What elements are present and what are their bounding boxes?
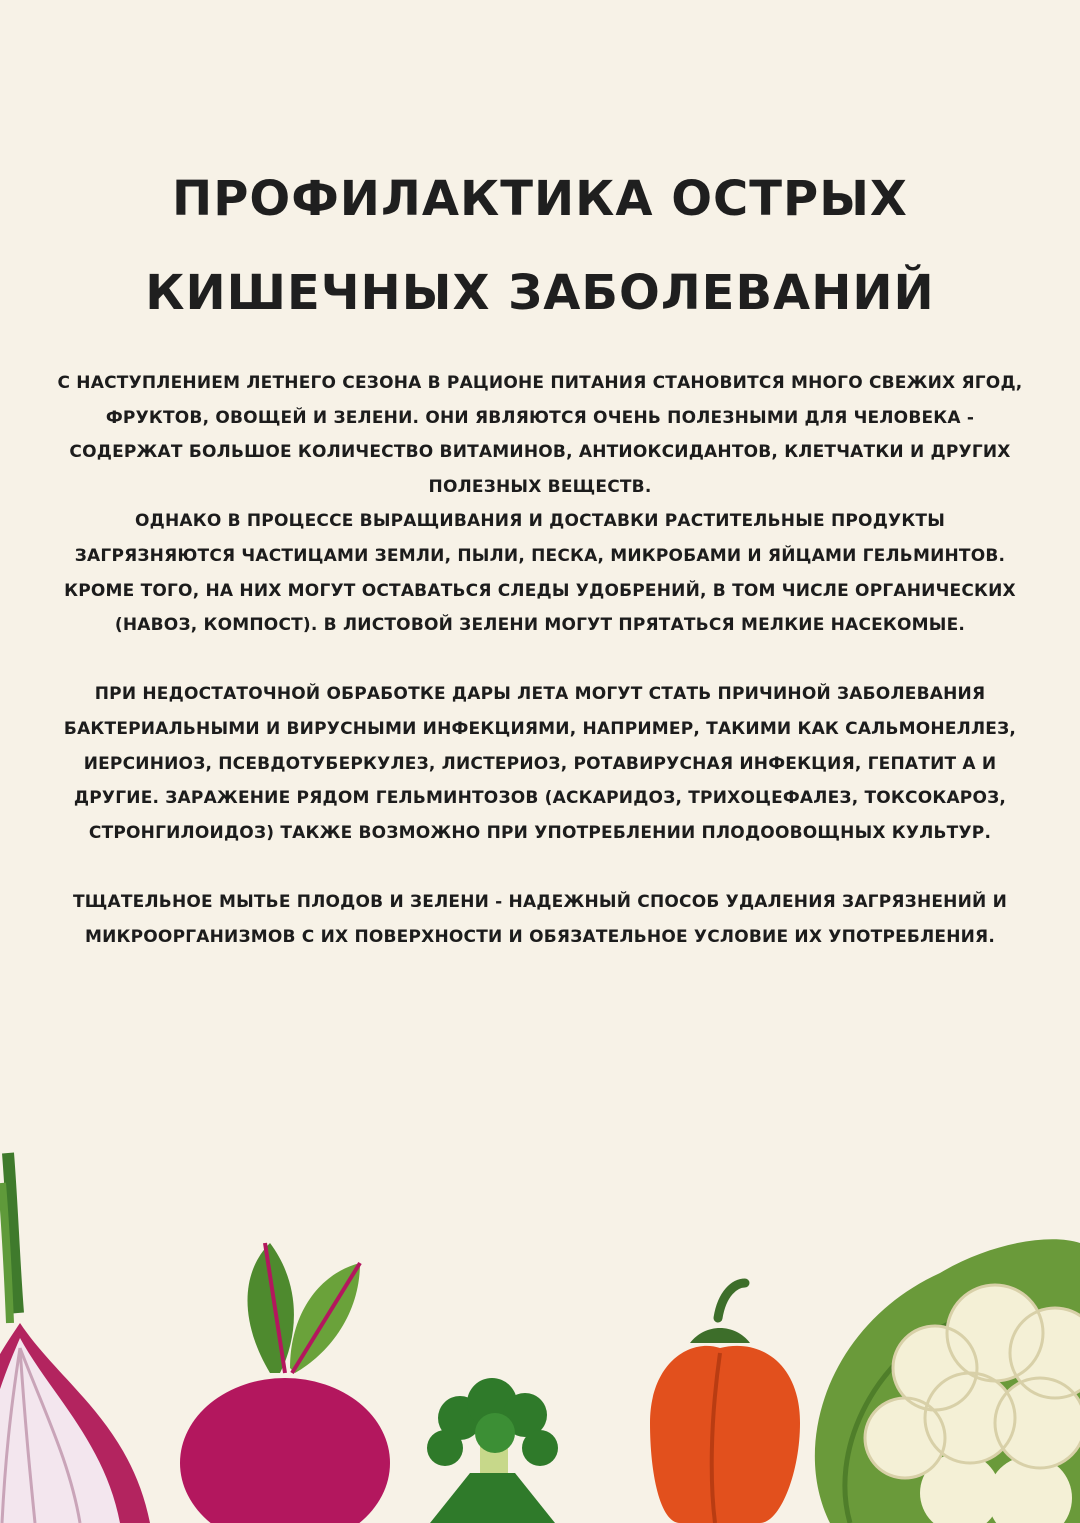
onion-icon: [0, 1153, 150, 1523]
body-text: [55, 366, 1025, 954]
vegetables-svg: [0, 1123, 1080, 1523]
cauliflower-icon: [815, 1239, 1080, 1523]
paragraph-contamination: ОДНАКО В ПРОЦЕССЕ ВЫРАЩИВАНИЯ И ДОСТАВКИ РАСТИТЕЛЬНЫЕ ПРОДУКТЫ ЗАГРЯЗНЯЮТСЯ ЧАСТИЦАМИ ЗЕМЛИ, ПЫЛИ, ПЕСКА, МИКРОБАМИ И ЯЙЦАМИ ГЕЛЬМИНТОВ. КРОМЕ ТОГО, НА НИХ МОГУТ ОСТАВАТЬСЯ СЛЕДЫ УДОБРЕНИЙ, В ТОМ ЧИСЛЕ ОРГАНИЧЕСКИХ (НАВОЗ, КОМПОСТ). В ЛИСТОВОЙ ЗЕЛЕНИ МОГУТ ПРЯТАТЬСЯ МЕЛКИЕ НАСЕКОМЫЕ.: [64, 511, 1016, 636]
broccoli-icon: [427, 1378, 558, 1523]
beet-icon: [180, 1243, 390, 1523]
bell-pepper-icon: [650, 1283, 800, 1523]
vegetables-illustration: [0, 1123, 1080, 1523]
page-title: [0, 152, 1080, 340]
paragraph-gap: [55, 643, 1025, 678]
title-line-2: КИШЕЧНЫХ ЗАБОЛЕВАНИЙ: [145, 265, 935, 321]
title-line-1: ПРОФИЛАКТИКА ОСТРЫХ: [172, 171, 908, 227]
paragraph-intro: С НАСТУПЛЕНИЕМ ЛЕТНЕГО СЕЗОНА В РАЦИОНЕ ПИТАНИЯ СТАНОВИТСЯ МНОГО СВЕЖИХ ЯГОД, ФРУКТОВ, ОВОЩЕЙ И ЗЕЛЕНИ. ОНИ ЯВЛЯЮТСЯ ОЧЕНЬ ПОЛЕЗНЫМИ ДЛЯ ЧЕЛОВЕКА - СОДЕРЖАТ БОЛЬШОЕ КОЛИЧЕСТВО ВИТАМИНОВ, АНТИОКСИДАНТОВ, КЛЕТЧАТКИ И ДРУГИХ ПОЛЕЗНЫХ ВЕЩЕСТВ.: [57, 373, 1023, 497]
paragraph-infections: ПРИ НЕДОСТАТОЧНОЙ ОБРАБОТКЕ ДАРЫ ЛЕТА МОГУТ СТАТЬ ПРИЧИНОЙ ЗАБОЛЕВАНИЯ БАКТЕРИАЛЬНЫМИ И ВИРУСНЫМИ ИНФЕКЦИЯМИ, НАПРИМЕР, ТАКИМИ КАК САЛЬМОНЕЛЛЕЗ, ИЕРСИНИОЗ, ПСЕВДОТУБЕРКУЛЕЗ, ЛИСТЕРИОЗ, РОТАВИРУСНАЯ ИНФЕКЦИЯ, ГЕПАТИТ А И ДРУГИЕ. ЗАРАЖЕНИЕ РЯДОМ ГЕЛЬМИНТОЗОВ (АСКАРИДОЗ, ТРИХОЦЕФАЛЕЗ, ТОКСОКАРОЗ, СТРОНГИЛОИДОЗ) ТАКЖЕ ВОЗМОЖНО ПРИ УПОТРЕБЛЕНИИ ПЛОДООВОЩНЫХ КУЛЬТУР.: [63, 684, 1017, 843]
paragraph-washing: ТЩАТЕЛЬНОЕ МЫТЬЕ ПЛОДОВ И ЗЕЛЕНИ - НАДЕЖНЫЙ СПОСОБ УДАЛЕНИЯ ЗАГРЯЗНЕНИЙ И МИКРООРГАНИЗМОВ С ИХ ПОВЕРХНОСТИ И ОБЯЗАТЕЛЬНОЕ УСЛОВИЕ ИХ УПОТРЕБЛЕНИЯ.: [72, 891, 1008, 947]
paragraph-gap: [55, 850, 1025, 885]
